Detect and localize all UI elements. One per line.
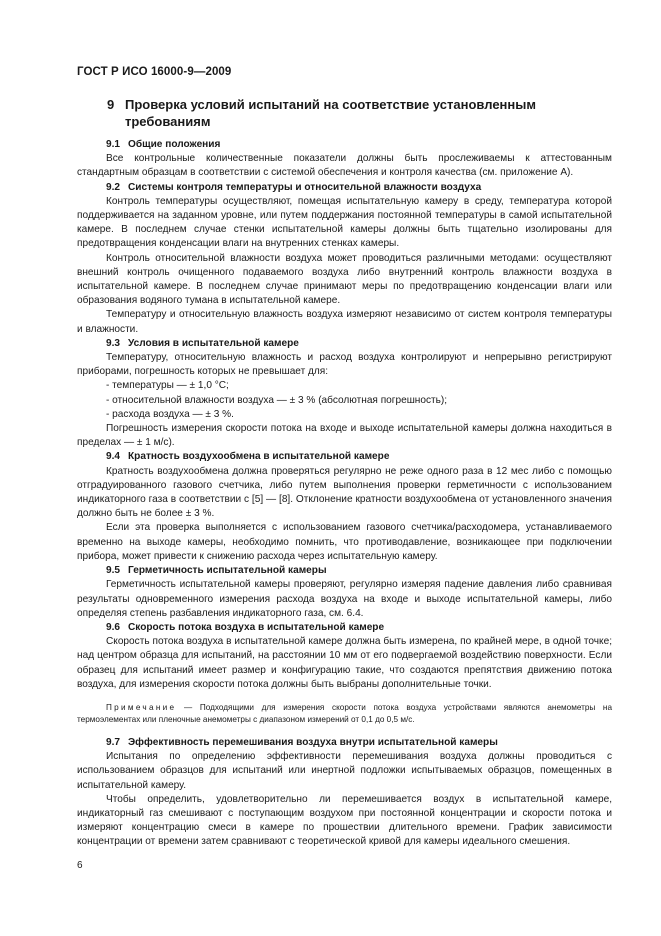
subsection-number: 9.2 xyxy=(106,181,121,193)
note-text: — Подходящими для измерения скорости потока воздуха устройствами являются анемометры на термоэлементах или пленочные анемометры с диапазоном измерений от 0,1 до 0,5 м/с. xyxy=(77,702,612,724)
paragraph: Испытания по определению эффективности перемешивания воздуха должны проводиться с использованием образцов для испытаний или инертной подложки испытываемых образцов, помещенных в испытательной камеру. xyxy=(77,751,612,791)
subsection-heading-9-5 xyxy=(77,564,612,578)
document-body xyxy=(77,138,612,850)
paragraph: Температуру и относительную влажность воздуха измеряют независимо от систем контроля температуры и влажности. xyxy=(77,309,612,335)
list-item: - относительной влажности воздуха — ± 3 % (абсолютная погрешность); xyxy=(106,394,448,406)
paragraph: Контроль относительной влажности воздуха может проводиться различными методами: осуществляют внешний контроль очищенного подаваемого воздуха либо внутренний контроль влажности воздуха в испытательной камере. В последнем случае принимают меры по предотвращению конденсации влаги или образования водяного тумана в испытательной камере. xyxy=(77,252,612,307)
subsection-heading-9-6 xyxy=(77,621,612,635)
section-title-line2: требованиям xyxy=(125,114,211,129)
subsection-title: Кратность воздухообмена в испытательной камере xyxy=(128,451,390,463)
subsection-heading-9-3 xyxy=(77,337,612,351)
paragraph: Погрешность измерения скорости потока на входе и выходе испытательной камеры должна находиться в пределах — ± 1 м/с). xyxy=(77,423,612,449)
section-number: 9 xyxy=(107,97,115,112)
paragraph: Контроль температуры осуществляют, помещая испытательную камеру в среду, температура которой поддерживается на заданном уровне, или путем поддержания постоянной температуры в самой испытательной камере. В последнем случае стенки испытательной камеры должны быть тщательно изолированы для предотвращения конденсации влаги на внутренних стенках камеры. xyxy=(77,195,612,250)
section-title-line1: Проверка условий испытаний на соответствие установленным xyxy=(125,97,536,112)
subsection-number: 9.5 xyxy=(106,565,121,577)
section-heading xyxy=(107,96,577,130)
paragraph: Герметичность испытательной камеры проверяют, регулярно измеряя падение давления либо сравнивая результаты одновременного измерения расхода воздуха на входе и выходе испытательной камеры, либо определяя степень разбавления индикаторного газа, см. 6.4. xyxy=(77,579,612,619)
paragraph: Температуру, относительную влажность и расход воздуха контролируют и непрерывно регистрируют приборами, погрешность которых не превышает для: xyxy=(77,352,612,378)
subsection-heading-9-4 xyxy=(77,450,612,464)
subsection-number: 9.6 xyxy=(106,621,121,633)
subsection-number: 9.7 xyxy=(106,736,121,748)
paragraph: Чтобы определить, удовлетворительно ли перемешивается воздух в испытательной камере, индикаторный газ смешивают с поступающим воздухом при постоянной концентрации и скорости потока и измеряют концентрацию смеси в камере по прошествии длительного времени. График зависимости концентрации от времени затем сравнивают с теоретической кривой для камеры идеального смешения. xyxy=(77,793,612,848)
subsection-heading-9-2 xyxy=(77,181,612,195)
subsection-heading-9-1 xyxy=(77,138,612,152)
page-number: 6 xyxy=(77,860,83,871)
paragraph: Если эта проверка выполняется с использованием газового счетчика/расходомера, устанавливаемого временно на выходе камеры, необходимо помнить, что противодавление, возникающее при подключении прибора, может привести к снижению расхода через испытательную камеру. xyxy=(77,522,612,562)
subsection-title: Условия в испытательной камере xyxy=(128,337,299,349)
subsection-title: Эффективность перемешивания воздуха внутри испытательной камеры xyxy=(128,736,498,748)
subsection-heading-9-7 xyxy=(77,736,612,750)
note-label: Примечание xyxy=(106,702,177,712)
standard-header: ГОСТ Р ИСО 16000-9—2009 xyxy=(77,66,232,78)
note xyxy=(77,702,612,726)
subsection-title: Системы контроля температуры и относительной влажности воздуха xyxy=(128,181,482,193)
list-item: - температуры — ± 1,0 °С; xyxy=(106,380,229,392)
subsection-title: Общие положения xyxy=(128,139,221,150)
paragraph: Скорость потока воздуха в испытательной камере должна быть измерена, по крайней мере, в одной точке; над центром образца для испытаний, на расстоянии 10 мм от его подвергаемой воздействию поверхности. Если образец для испытаний имеет размер и конфигурацию такие, что создаются препятствия движению потока воздуха, для измерения скорости потока должны быть выбраны дополнительные точки. xyxy=(77,636,612,690)
subsection-number: 9.3 xyxy=(106,337,121,349)
list-item: - расхода воздуха — ± 3 %. xyxy=(106,408,234,420)
subsection-number: 9.1 xyxy=(106,139,121,150)
paragraph: Кратность воздухообмена должна проверяться регулярно не реже одного раза в 12 мес либо с помощью отградуированного газового счетчика, либо путем выполнения проверки герметичности с использованием индикаторного газа в соответствии с [5] — [8]. Отклонение кратности воздухообмена от установленного значения должно быть не более ± 3 %. xyxy=(77,465,612,520)
subsection-title: Герметичность испытательной камеры xyxy=(128,565,327,577)
subsection-title: Скорость потока воздуха в испытательной камере xyxy=(128,621,385,633)
paragraph: Все контрольные количественные показатели должны быть прослеживаемы к аттестованным стандартным образцам в соответствии с системой обеспечения и контроля качества (см. приложение А). xyxy=(77,153,612,179)
subsection-number: 9.4 xyxy=(106,451,121,463)
